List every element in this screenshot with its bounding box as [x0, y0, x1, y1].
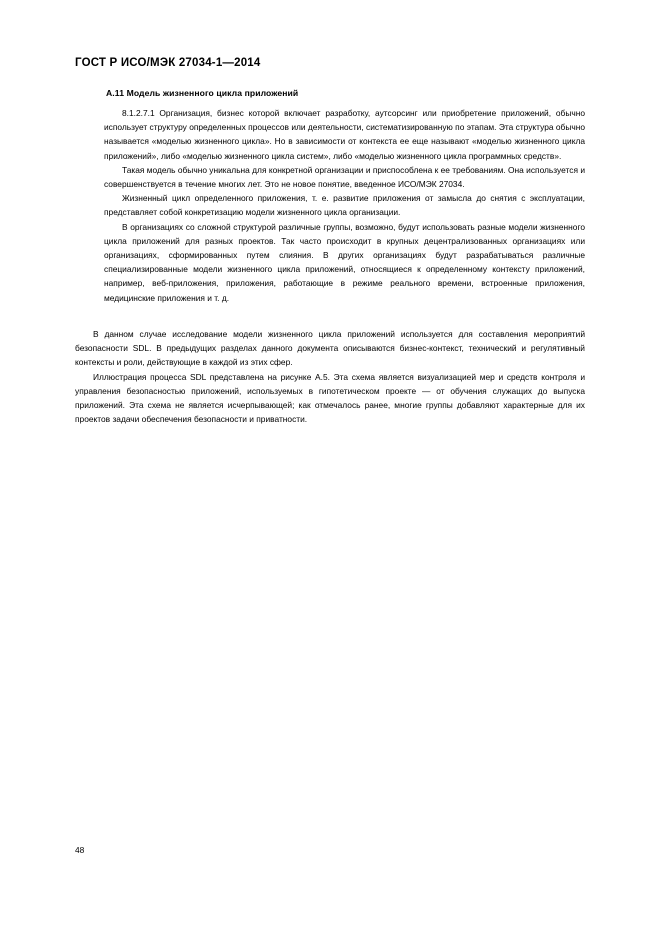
section-heading-a11: А.11 Модель жизненного цикла приложений — [106, 88, 299, 98]
paragraph: Такая модель обычно уникальна для конкретной организации и приспособлена к ее требованиям. Она используется и совершенствуется в течение многих лет. Это не новое понятие, введенное ИСО/МЭК 27034. — [104, 164, 585, 190]
page-number: 48 — [75, 845, 85, 855]
paragraph: Жизненный цикл определенного приложения, т. е. развитие приложения от замысла до снятия с эксплуатации, представляет собой конкретизацию модели жизненного цикла организации. — [104, 193, 585, 218]
paragraph: В данном случае исследование модели жизненного цикла приложений используется для составления мероприятий безопасности SDL. В предыдущих разделах данного документа описываются бизнес-контекст, технический и регулятивный контексты и роли, действующие в каждой из этих сфер. — [75, 329, 585, 368]
indented-text-block — [104, 106, 585, 305]
main-text-block — [75, 327, 585, 426]
paragraph: Иллюстрация процесса SDL представлена на рисунке А.5. Эта схема является визуализацией мер и средств контроля и управления безопасностью приложений, используемых в гипотетическом проекте — от обучения служащих до выпуска приложений. Эта схема не является исчерпывающей; как отмечалось ранее, многие группы добавляют характерные для их проектов задачи обеспечения безопасности и приватности. — [75, 371, 585, 425]
paragraph: В организациях со сложной структурой различные группы, возможно, будут использовать разные модели жизненного цикла приложений для разных проектов. Так часто происходит в крупных децентрализованных организациях или организациях, сформированных путем слияния. В других организациях будут разрабатываться различные специализированные модели жизненного цикла приложений, относящиеся к определенному контексту приложений, например, веб-приложения, приложения, работающие в режиме реального времени, встроенные приложения, медицинские приложения и т. д. — [104, 221, 585, 303]
document-header-standard-number: ГОСТ Р ИСО/МЭК 27034-1—2014 — [75, 57, 261, 69]
paragraph: 8.1.2.7.1 Организация, бизнес которой включает разработку, аутсорсинг или приобретение приложений, обычно использует структуру определенных процессов или деятельности, систематизированную по этапам. Эта структура обычно называется «моделью жизненного цикла». Но в зависимости от контекста ее еще называют «моделью жизненного цикла приложений», либо «моделью жизненного цикла систем», либо «моделью жизненного цикла программных средств». — [104, 108, 585, 161]
